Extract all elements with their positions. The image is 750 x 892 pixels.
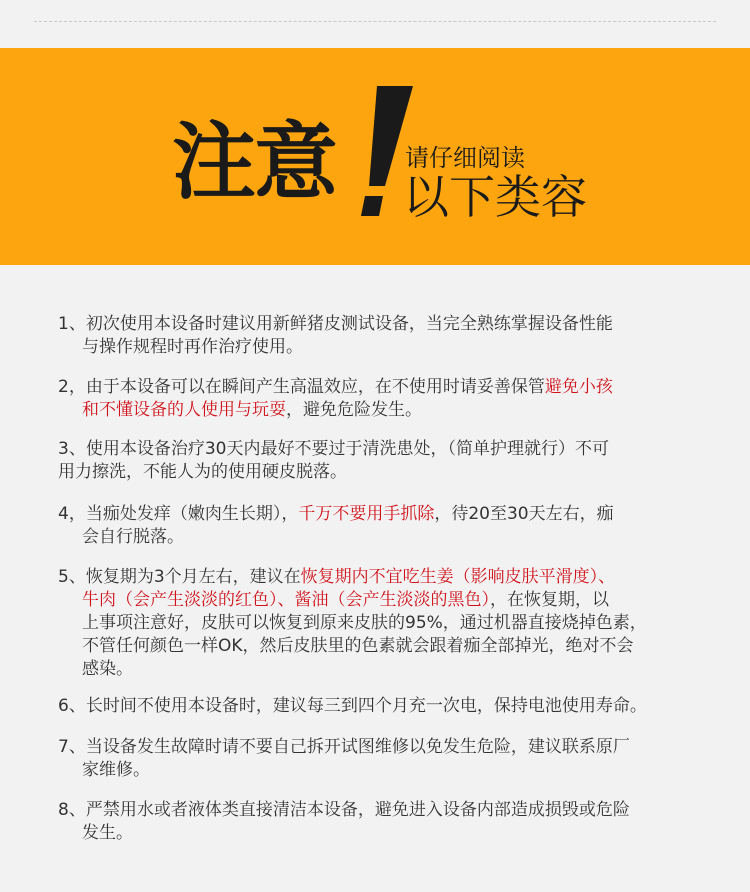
note-item-5 bbox=[58, 566, 728, 681]
note-item-4 bbox=[58, 503, 728, 549]
note-item-8 bbox=[58, 799, 728, 845]
note-line: 家维修。 bbox=[82, 760, 150, 780]
note-line: 与操作规程时再作治疗使用。 bbox=[82, 337, 303, 357]
note-line: 发生。 bbox=[82, 823, 133, 843]
note-line: 会自行脱落。 bbox=[82, 527, 184, 547]
note-line: 3、使用本设备治疗30天内最好不要过于清洗患处，（简单护理就行）不可 bbox=[58, 439, 609, 459]
warning-text: 牛肉（会产生淡淡的红色）、酱油（会产生淡淡的黑色） bbox=[82, 590, 490, 610]
note-item-7 bbox=[58, 736, 728, 782]
subtitle-small: 请仔细阅读 bbox=[405, 144, 525, 172]
warning-text: 千万不要用手抓除 bbox=[298, 504, 435, 524]
page-title: 注意 bbox=[172, 113, 337, 211]
note-line: 牛肉（会产生淡淡的红色）、酱油（会产生淡淡的黑色），在恢复期，以 bbox=[82, 590, 609, 610]
warning-text: 避免小孩 bbox=[544, 377, 613, 397]
note-line: 8、严禁用水或者液体类直接清洁本设备，避免进入设备内部造成损毁或危险 bbox=[58, 800, 630, 820]
note-line: 6、长时间不使用本设备时，建议每三到四个月充一次电，保持电池使用寿命。 bbox=[58, 696, 647, 716]
note-line: 用力擦洗，不能人为的使用硬皮脱落。 bbox=[58, 462, 347, 482]
note-line: 和不懂设备的人使用与玩耍，避免危险发生。 bbox=[82, 400, 422, 420]
note-item-3 bbox=[58, 438, 728, 484]
warning-text: 恢复期内不宜吃生姜（影响皮肤平滑度）、 bbox=[300, 567, 616, 587]
note-line: 4，当痂处发痒（嫩肉生长期），千万不要用手抓除，待20至30天左右，痂 bbox=[58, 504, 614, 524]
warning-text: 和不懂设备的人使用与玩耍 bbox=[82, 400, 286, 420]
note-item-6 bbox=[58, 695, 728, 718]
note-line: 上事项注意好，皮肤可以恢复到原来皮肤的95%，通过机器直接烧掉色素， bbox=[82, 613, 647, 633]
note-line: 不管任何颜色一样OK，然后皮肤里的色素就会跟着痂全部掉光，绝对不会 bbox=[82, 636, 634, 656]
note-line: 1、初次使用本设备时建议用新鲜猪皮测试设备，当完全熟练掌握设备性能 bbox=[58, 314, 613, 334]
note-item-2 bbox=[58, 376, 728, 422]
subtitle-large: 以下类容 bbox=[403, 170, 587, 224]
note-line: 感染。 bbox=[82, 659, 133, 679]
note-line: 5、恢复期为3个月左右，建议在恢复期内不宜吃生姜（影响皮肤平滑度）、 bbox=[58, 567, 616, 587]
note-line: 2，由于本设备可以在瞬间产生高温效应，在不使用时请妥善保管避免小孩 bbox=[58, 377, 613, 397]
note-item-1 bbox=[58, 313, 728, 359]
note-line: 7、当设备发生故障时请不要自己拆开试图维修以免发生危险，建议联系原厂 bbox=[58, 737, 630, 757]
